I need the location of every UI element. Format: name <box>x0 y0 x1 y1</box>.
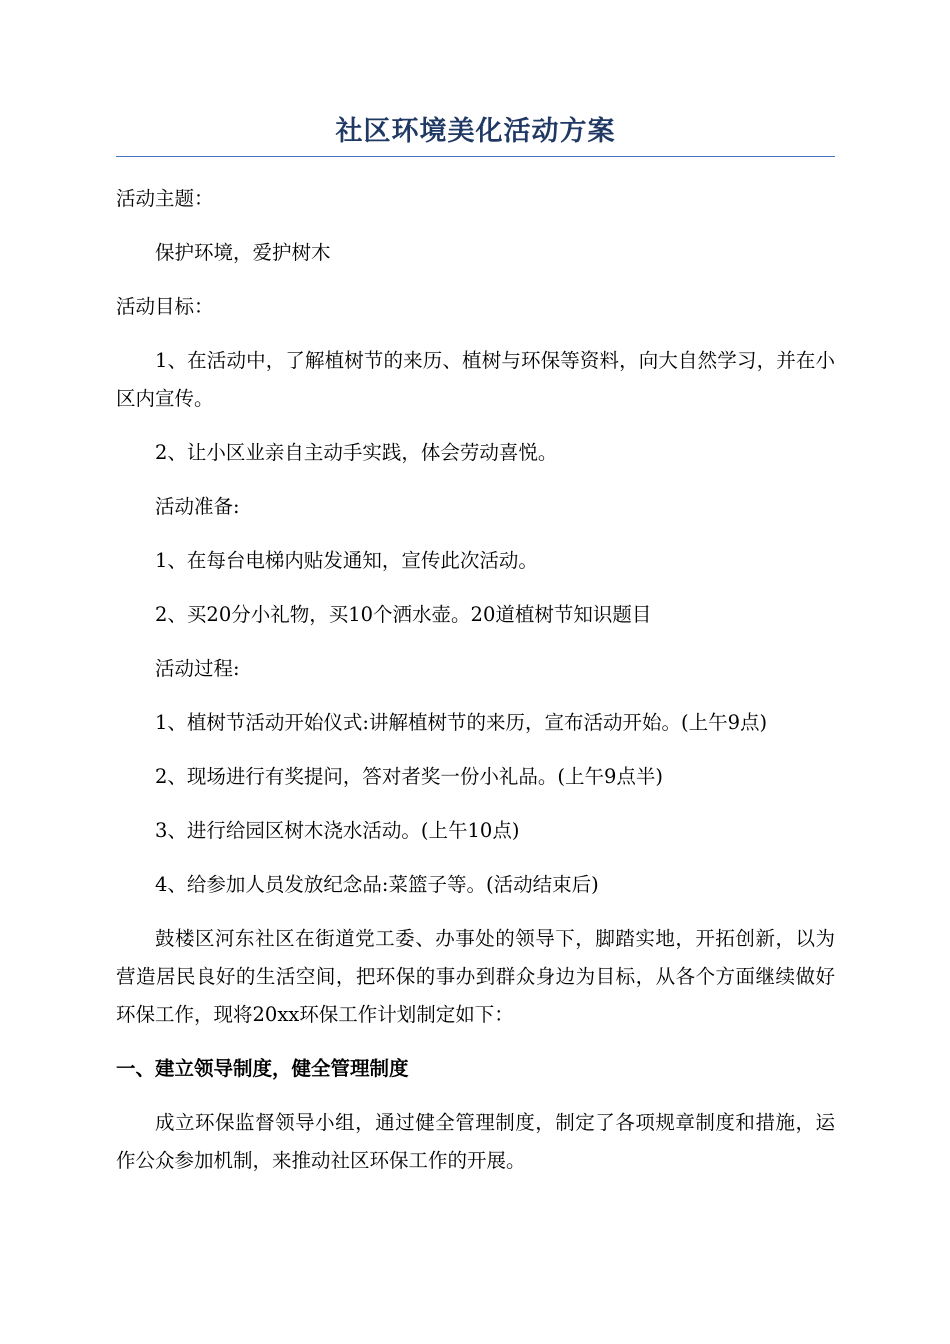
label-activity-goals: 活动目标： <box>116 295 214 318</box>
process-item-3: 3、进行给园区树木浇水活动。(上午10点) <box>155 819 520 842</box>
activity-theme-text: 保护环境，爱护树木 <box>155 241 331 264</box>
document-body <box>116 180 835 1196</box>
preparation-item-2: 2、买20分小礼物，买10个洒水壶。20道植树节知识题目 <box>155 603 652 626</box>
document-title: 社区环境美化活动方案 <box>335 116 616 147</box>
process-item-4: 4、给参加人员发放纪念品:菜篮子等。(活动结束后) <box>155 873 599 896</box>
section-heading-1: 一、建立领导制度，健全管理制度 <box>116 1057 409 1080</box>
process-item-2: 2、现场进行有奖提问，答对者奖一份小礼品。(上午9点半) <box>155 765 664 788</box>
goal-item-2: 2、让小区业亲自主动手实践，体会劳动喜悦。 <box>155 441 558 464</box>
process-item-1: 1、植树节活动开始仪式:讲解植树节的来历，宣布活动开始。(上午9点) <box>155 711 768 734</box>
preparation-item-1: 1、在每台电梯内贴发通知，宣传此次活动。 <box>155 549 538 572</box>
title-block <box>116 112 835 157</box>
goal-item-1: 1、在活动中，了解植树节的来历、植树与环保等资料，向大自然学习，并在小区内宣传。 <box>116 349 835 410</box>
label-activity-preparation: 活动准备: <box>155 495 240 518</box>
section-1-body: 成立环保监督领导小组，通过健全管理制度，制定了各项规章制度和措施，运作公众参加机制，来推动社区环保工作的开展。 <box>116 1111 835 1172</box>
label-activity-theme: 活动主题： <box>116 187 214 210</box>
community-plan-intro: 鼓楼区河东社区在街道党工委、办事处的领导下，脚踏实地，开拓创新，以为营造居民良好的生活空间，把环保的事办到群众身边为目标，从各个方面继续做好环保工作，现将20xx环保工作计划制定如下： <box>116 927 835 1026</box>
label-activity-process: 活动过程: <box>155 657 240 680</box>
